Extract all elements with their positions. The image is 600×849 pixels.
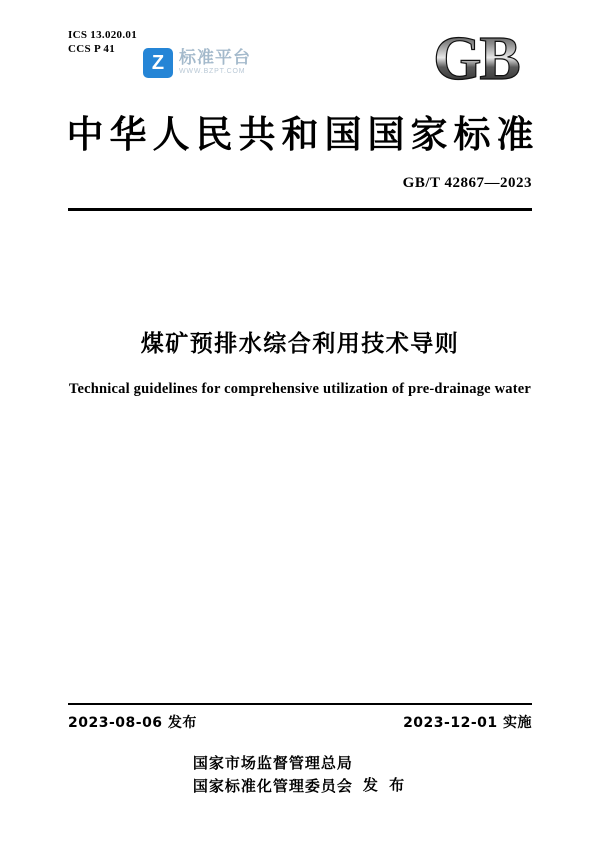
issuer-names <box>193 752 353 796</box>
gb-emblem-icon <box>420 26 532 88</box>
national-standard-title: 中华人民共和国国家标准 <box>66 113 540 156</box>
divider-bottom <box>68 703 532 705</box>
svg-text:GB: GB <box>433 26 519 88</box>
watermark-title: 标准平台 <box>179 48 251 67</box>
document-title-english: Technical guidelines for comprehensive utilization of pre-drainage water <box>68 381 532 397</box>
issuing-authority <box>0 752 600 796</box>
standard-number: GB/T 42867—2023 <box>402 175 532 191</box>
document-title-chinese: 煤矿预排水综合利用技术导则 <box>140 331 460 357</box>
issuer-verb: 发 布 <box>362 776 408 794</box>
watermark-subtitle: WWW.BZPT.COM <box>179 68 246 75</box>
effective-date: 2023-12-01 实施 <box>403 715 532 731</box>
watermark-text <box>179 49 251 77</box>
issuer-organization-2: 国家标准化管理委员会 <box>192 777 353 795</box>
ics-code: ICS 13.020.01 <box>68 29 137 41</box>
issuer-organization-1: 国家市场监督管理总局 <box>192 754 353 772</box>
ccs-code: CCS P 41 <box>68 43 116 55</box>
issue-date: 2023-08-06 发布 <box>68 715 197 731</box>
watermark-logo-icon: Z <box>143 48 173 78</box>
divider-top <box>68 208 532 211</box>
watermark <box>143 48 251 78</box>
classification-codes <box>68 28 137 56</box>
